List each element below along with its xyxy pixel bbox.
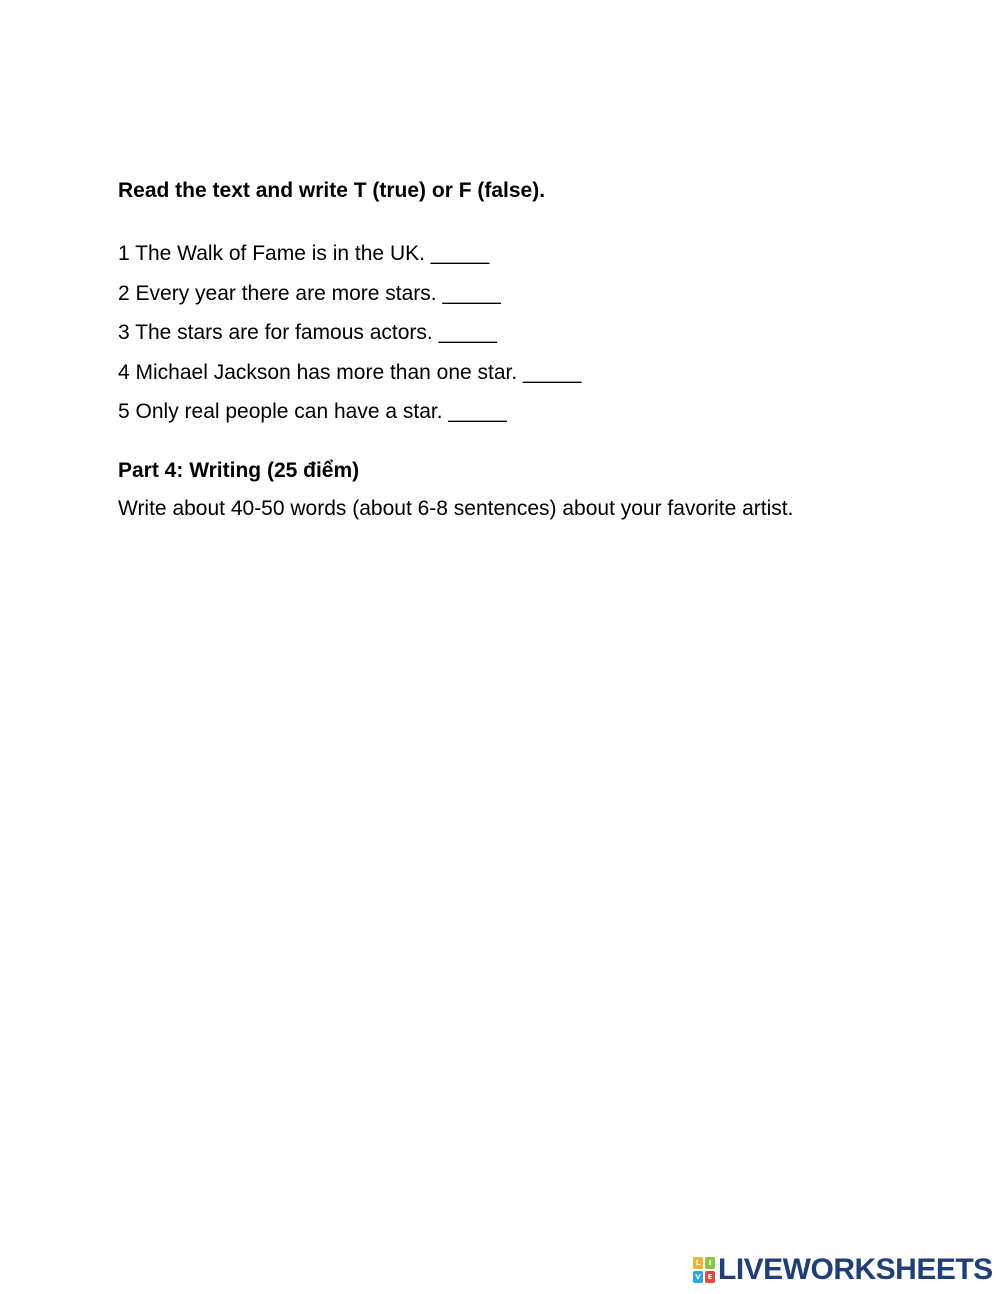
statement-item-4: 4 Michael Jackson has more than one star. _____ bbox=[118, 360, 582, 384]
logo-wordmark: LIVEWORKSHEETS bbox=[718, 1253, 993, 1286]
logo-mark-l: L bbox=[693, 1257, 703, 1269]
statement-item-3: 3 The stars are for famous actors. _____ bbox=[118, 321, 497, 344]
statement-item-5: 5 Only real people can have a star. _____ bbox=[118, 400, 507, 423]
statement-list bbox=[118, 234, 918, 432]
part-4-title: Part 4: Writing (25 điểm) bbox=[118, 458, 360, 482]
statement-item-2: 2 Every year there are more stars. _____ bbox=[118, 281, 501, 305]
worksheet-page bbox=[118, 176, 918, 524]
statement-item-1: 1 The Walk of Fame is in the UK. _____ bbox=[118, 242, 490, 265]
liveworksheets-logo bbox=[693, 1254, 993, 1286]
logo-mark-e: E bbox=[705, 1271, 715, 1283]
logo-mark-v: V bbox=[693, 1271, 703, 1283]
task-instruction: Read the text and write T (true) or F (false). bbox=[118, 179, 546, 202]
part-4-instruction: Write about 40-50 words (about 6-8 sentences) about your favorite artist. bbox=[118, 496, 794, 520]
liveworksheets-logo-icon bbox=[693, 1257, 715, 1283]
logo-mark-i: I bbox=[705, 1257, 715, 1269]
